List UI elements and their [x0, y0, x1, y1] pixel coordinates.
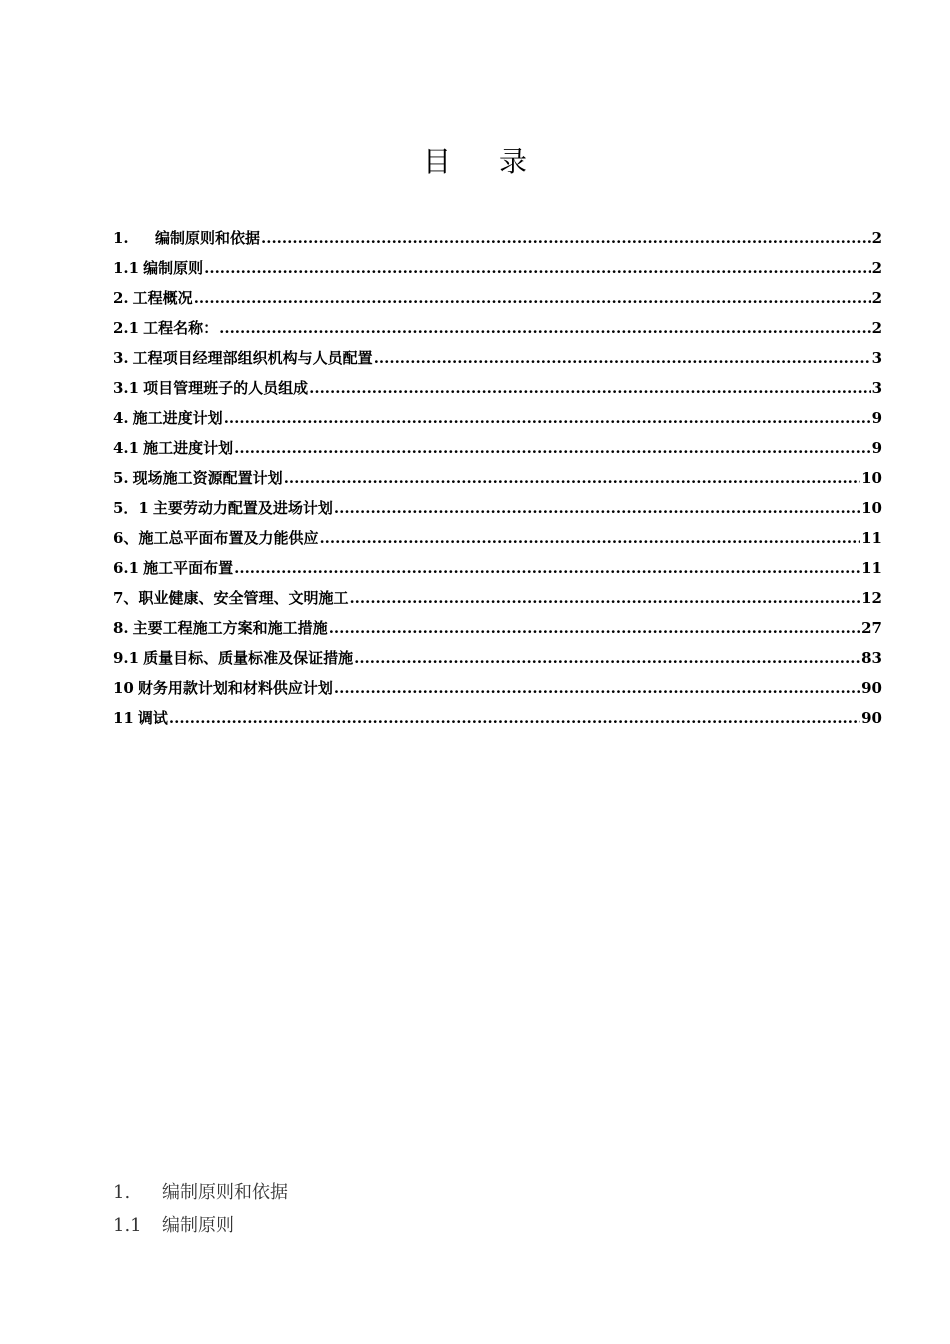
toc-leader-dots: [334, 673, 860, 703]
toc-entry-page: 12: [861, 589, 882, 607]
toc-entry-page: 11: [861, 529, 882, 547]
toc-entry-label: 现场施工资源配置计划: [132, 469, 283, 487]
toc-entry-number: 11: [113, 709, 134, 727]
toc-entry[interactable]: [113, 403, 882, 433]
toc-entry-label: 项目管理班子的人员组成: [143, 379, 309, 397]
toc-entry-page: 90: [861, 709, 882, 727]
toc-entry-page: 2: [871, 259, 882, 277]
toc-entry-label: 质量目标、质量标准及保证措施: [143, 649, 354, 667]
toc-entry-number: 6、: [113, 529, 139, 547]
table-of-contents: [113, 223, 882, 733]
toc-entry-number: 3.1: [113, 379, 140, 397]
toc-entry-label: 施工总平面布置及力能供应: [138, 529, 319, 547]
toc-entry-number: 6.1: [113, 559, 140, 577]
toc-entry-page: 27: [861, 619, 882, 637]
toc-entry-page: 9: [871, 439, 882, 457]
toc-entry-label: 主要劳动力配置及进场计划: [152, 499, 333, 517]
toc-entry-number: 4.: [113, 409, 129, 427]
toc-entry[interactable]: [113, 253, 882, 283]
toc-entry-page: 2: [871, 319, 882, 337]
toc-entry[interactable]: [113, 583, 882, 613]
toc-entry-page: 83: [861, 649, 882, 667]
toc-leader-dots: [309, 373, 870, 403]
toc-entry-number: 7、: [113, 589, 139, 607]
toc-entry-number: 4.1: [113, 439, 140, 457]
toc-entry-page: 2: [871, 289, 882, 307]
toc-entry[interactable]: [113, 433, 882, 463]
toc-entry-label: 工程概况: [132, 289, 193, 307]
toc-entry[interactable]: [113, 343, 882, 373]
toc-entry-number: 2.: [113, 289, 129, 307]
toc-entry-number: 9.1: [113, 649, 140, 667]
title-char-2: 录: [499, 145, 528, 178]
toc-entry[interactable]: [113, 373, 882, 403]
toc-entry-number: 1.1: [113, 259, 140, 277]
toc-entry[interactable]: [113, 313, 882, 343]
toc-entry[interactable]: [113, 703, 882, 733]
toc-entry-label: 主要工程施工方案和施工措施: [132, 619, 328, 637]
toc-leader-dots: [284, 463, 860, 493]
toc-entry-number: 1.: [113, 229, 129, 247]
toc-entry-page: 90: [861, 679, 882, 697]
section-heading-1: [113, 1178, 288, 1204]
toc-leader-dots: [329, 613, 860, 643]
toc-entry[interactable]: [113, 223, 882, 253]
toc-entry-page: 3: [871, 379, 882, 397]
toc-leader-dots: [319, 523, 860, 553]
toc-entry[interactable]: [113, 523, 882, 553]
toc-entry[interactable]: [113, 643, 882, 673]
toc-leader-dots: [374, 343, 871, 373]
section-heading-label: 编制原则: [162, 1215, 234, 1236]
toc-entry-label: 施工进度计划: [143, 439, 234, 457]
toc-entry[interactable]: [113, 673, 882, 703]
toc-entry-page: 3: [871, 349, 882, 367]
toc-entry-number: 5．1: [113, 499, 149, 517]
toc-entry-page: 10: [861, 499, 882, 517]
toc-leader-dots: [354, 643, 860, 673]
toc-leader-dots: [334, 493, 860, 523]
toc-entry-label: 编制原则: [143, 259, 204, 277]
page-title: [0, 140, 950, 180]
section-heading-label: 编制原则和依据: [162, 1182, 288, 1203]
toc-entry-number: 3.: [113, 349, 129, 367]
toc-leader-dots: [234, 433, 870, 463]
toc-leader-dots: [234, 553, 860, 583]
toc-entry[interactable]: [113, 283, 882, 313]
toc-entry-number: 8.: [113, 619, 129, 637]
toc-entry-number: 2.1: [113, 319, 140, 337]
toc-entry-label: 职业健康、安全管理、文明施工: [138, 589, 349, 607]
toc-leader-dots: [349, 583, 860, 613]
toc-entry-page: 9: [871, 409, 882, 427]
toc-leader-dots: [261, 223, 871, 253]
toc-entry-label: 财务用款计划和材料供应计划: [137, 679, 333, 697]
toc-entry-label: 施工平面布置: [143, 559, 234, 577]
toc-entry[interactable]: [113, 463, 882, 493]
toc-entry-page: 2: [871, 229, 882, 247]
toc-entry[interactable]: [113, 553, 882, 583]
section-heading-number: 1.1: [113, 1215, 142, 1236]
toc-entry-page: 11: [861, 559, 882, 577]
toc-leader-dots: [224, 403, 871, 433]
toc-entry-label: 工程项目经理部组织机构与人员配置: [132, 349, 373, 367]
toc-leader-dots: [204, 253, 870, 283]
toc-leader-dots: [169, 703, 860, 733]
section-heading-1-1: [113, 1211, 234, 1237]
toc-entry-number: 10: [113, 679, 134, 697]
toc-entry[interactable]: [113, 493, 882, 523]
section-heading-number: 1.: [113, 1182, 131, 1203]
toc-entry-page: 10: [861, 469, 882, 487]
toc-leader-dots: [194, 283, 871, 313]
toc-entry-number: 5.: [113, 469, 129, 487]
toc-entry-label: 工程名称：: [143, 319, 219, 337]
title-char-1: 目: [422, 145, 451, 178]
toc-entry-label: 调试: [137, 709, 168, 727]
toc-entry-label: 施工进度计划: [132, 409, 223, 427]
toc-entry[interactable]: [113, 613, 882, 643]
toc-entry-label: 编制原则和依据: [155, 229, 261, 247]
toc-leader-dots: [219, 313, 870, 343]
